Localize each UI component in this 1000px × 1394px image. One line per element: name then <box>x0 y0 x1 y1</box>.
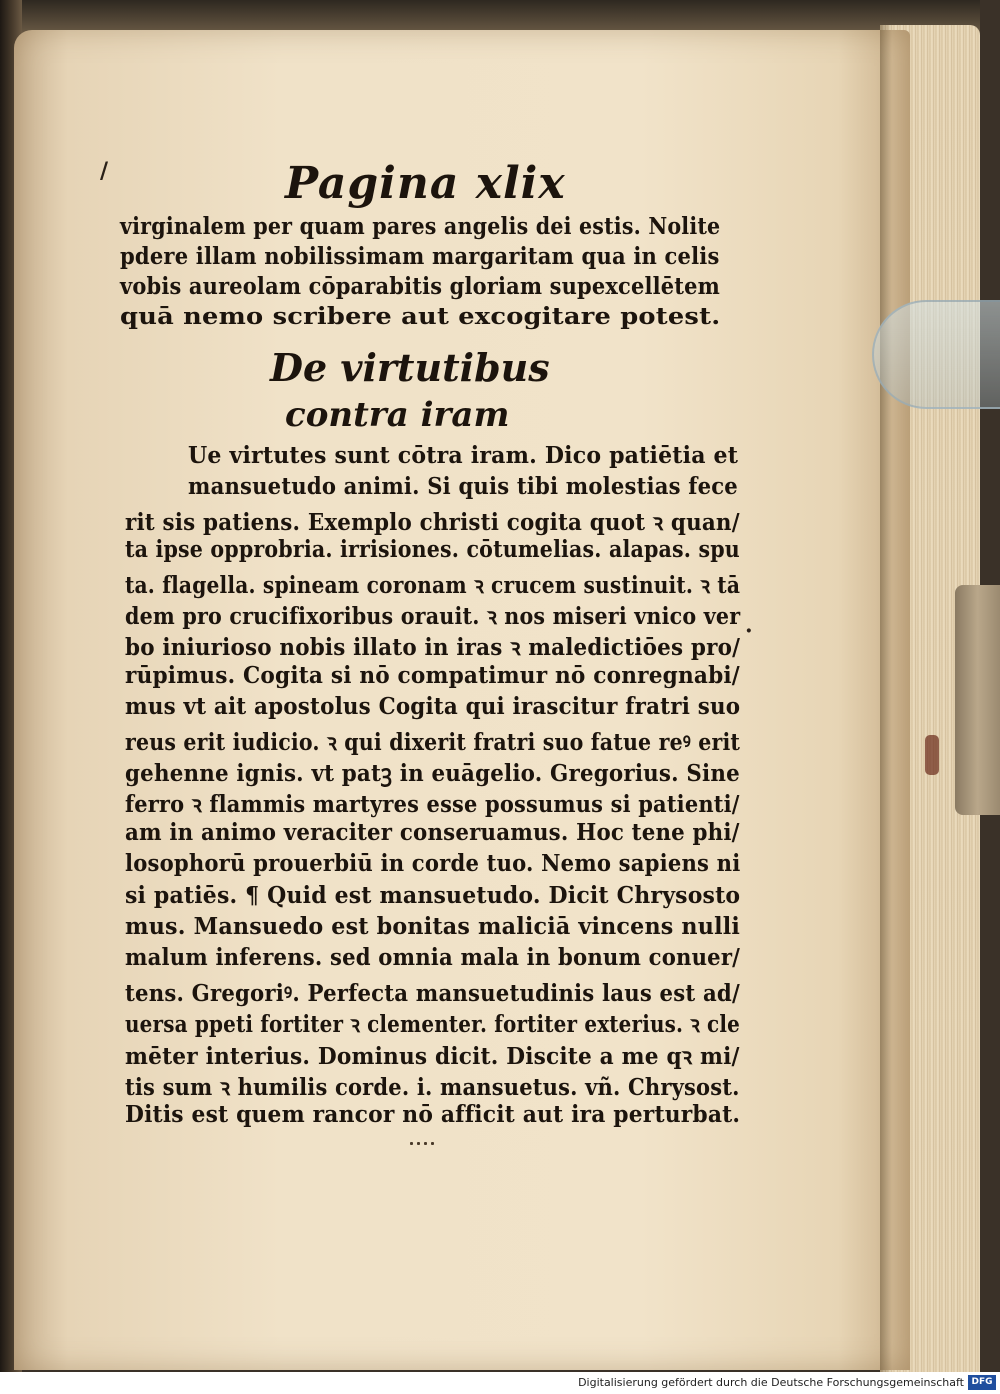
body-line: ta. flagella. spineam coronam ꝛ crucem sustinuit. ꝛ tā <box>125 571 741 599</box>
signature-marks <box>410 1130 450 1142</box>
body-line: Ditis est quem rancor nō afficit aut ira perturbat. <box>125 1101 741 1129</box>
body-line: mēter interius. Dominus dicit. Discite a me qꝛ mi/ <box>125 1042 740 1070</box>
body-line: mus vt ait apostolus Cogita qui irascitur fratri suo <box>125 693 741 721</box>
opening-line: quā nemo scribere aut excogitare potest. <box>120 303 721 330</box>
opening-line: pdere illam nobilissimam margaritam qua in celis <box>120 243 720 270</box>
margin-mark: / <box>100 158 109 184</box>
body-line: Ue virtutes sunt cōtra iram. Dico patiētia et <box>188 442 739 469</box>
body-line: dem pro crucifixoribus orauit. ꝛ nos miseri vnico ver <box>125 603 741 630</box>
opening-line: virginalem per quam pares angelis dei estis. Nolite <box>120 213 721 240</box>
body-line: malum inferens. sed omnia mala in bonum conuer/ <box>125 944 741 972</box>
body-line: rūpimus. Cogita si nō compatimur nō conregnabi/ <box>125 661 740 689</box>
section-heading-line1: De virtutibus <box>270 345 550 390</box>
footer-bar <box>0 1372 1000 1394</box>
body-line: mansuetudo animi. Si quis tibi molestias fece <box>188 473 738 501</box>
margin-mark: · <box>745 618 753 644</box>
running-head: Pagina xlix <box>285 158 566 209</box>
body-line: ta ipse opprobria. irrisiones. cōtumelias. alapas. spu <box>125 536 740 564</box>
footer-credit: Digitalisierung gefördert durch die Deutsche Forschungsgemeinschaft <box>578 1376 964 1389</box>
body-line: ferro ꝛ flammis martyres esse possumus si patienti/ <box>125 791 740 819</box>
body-line: rit sis patiens. Exemplo christi cogita quot ꝛ quan/ <box>125 508 740 536</box>
dfg-logo: DFG <box>968 1375 996 1390</box>
body-line: reus erit iudicio. ꝛ qui dixerit fratri suo fatue reꝰ erit <box>125 728 741 756</box>
body-line: uersa ppeti fortiter ꝛ clementer. fortiter exterius. ꝛ cle <box>125 1011 740 1039</box>
body-line: am in animo veraciter conseruamus. Hoc tene phi/ <box>125 818 740 846</box>
body-line: bo iniurioso nobis illato in iras ꝛ maledictiōes pro/ <box>125 634 741 662</box>
body-line: mus. Mansuedo est bonitas maliciā vincens nulli <box>125 913 740 940</box>
section-heading-line2: contra iram <box>285 395 510 435</box>
body-line: losophorū prouerbiū in corde tuo. Nemo sapiens ni <box>125 850 741 878</box>
body-line: si patiēs. ¶ Quid est mansuetudo. Dicit Chrysosto <box>125 881 741 909</box>
body-line: tens. Gregoriꝰ. Perfecta mansuetudinis laus est ad/ <box>125 979 740 1007</box>
opening-line: vobis aureolam cōparabitis gloriam supexcellētem <box>120 273 720 300</box>
body-line: gehenne ignis. vt patꝫ in euāgelio. Gregorius. Sine <box>125 760 740 787</box>
body-line: tis sum ꝛ humilis corde. i. mansuetus. vñ. Chrysost. <box>125 1074 740 1101</box>
